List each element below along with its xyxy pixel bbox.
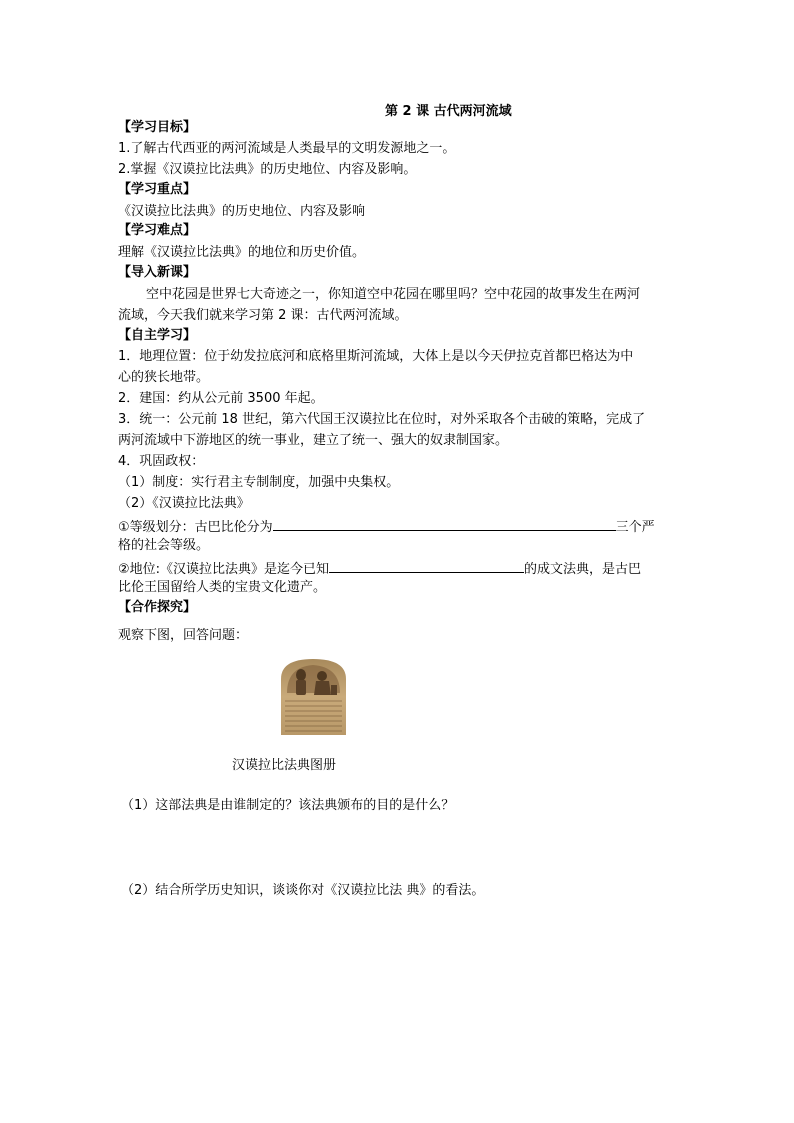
difficulty-text: 理解《汉谟拉比法典》的地位和历史价值。 [118, 245, 366, 260]
self-study-4-1: （1）制度：实行君主专制制度，加强中央集权。 [118, 475, 400, 490]
objective-1: 1.了解古代西亚的两河流域是人类最早的文明发源地之一。 [118, 141, 456, 156]
self-study-1-line-2: 心的狭长地带。 [118, 370, 210, 385]
image-caption: 汉谟拉比法典图册 [232, 758, 337, 773]
cooperation-heading: 【合作探究】 [118, 600, 197, 615]
self-study-2: 2．建国：约从公元前 3500 年起。 [118, 391, 324, 406]
objective-2: 2.掌握《汉谟拉比法典》的历史地位、内容及影响。 [118, 162, 417, 177]
difficulty-heading: 【学习难点】 [118, 223, 197, 238]
blank-2-line-2: 比伦王国留给人类的宝贵文化遗产。 [118, 580, 327, 595]
question-1: （1）这部法典是由谁制定的？该法典颁布的目的是什么？ [121, 798, 455, 813]
objectives-heading: 【学习目标】 [118, 120, 197, 135]
fill-blank-2[interactable] [329, 558, 524, 573]
blank-2-prefix: ②地位:《汉谟拉比法典》是迄今已知 [118, 562, 330, 577]
intro-line-1: 空中花园是世界七大奇迹之一，你知道空中花园在哪里吗？空中花园的故事发生在两河 [146, 287, 641, 302]
blank-1-prefix: ①等级划分：古巴比伦分为 [118, 520, 273, 535]
self-study-3-line-1: 3．统一：公元前 18 世纪，第六代国王汉谟拉比在位时，对外采取各个击破的策略，完成了 [118, 412, 646, 427]
observe-prompt: 观察下图，回答问题： [118, 628, 249, 643]
key-text: 《汉谟拉比法典》的历史地位、内容及影响 [118, 204, 366, 219]
question-2: （2）结合所学历史知识，谈谈你对《汉谟拉比法 典》的看法。 [121, 883, 485, 898]
self-study-3-line-2: 两河流域中下游地区的统一事业，建立了统一、强大的奴隶制国家。 [118, 433, 509, 448]
blank-question-2 [118, 558, 641, 579]
key-heading: 【学习重点】 [118, 182, 197, 197]
intro-line-2: 流域，今天我们就来学习第 2 课：古代两河流域。 [118, 308, 408, 323]
fill-blank-1[interactable] [273, 516, 616, 531]
page-title: 第 2 课 古代两河流域 [385, 104, 512, 119]
intro-heading: 【导入新课】 [118, 265, 197, 280]
self-study-1-line-1: 1．地理位置：位于幼发拉底河和底格里斯河流域，大体上是以今天伊拉克首都巴格达为中 [118, 349, 634, 364]
self-study-4: 4．巩固政权： [118, 454, 205, 469]
self-study-4-2: （2）《汉谟拉比法典》 [118, 496, 250, 511]
blank-question-1 [118, 516, 655, 537]
hammurabi-stele-image [277, 657, 350, 735]
blank-2-suffix: 的成文法典，是古巴 [524, 562, 642, 577]
blank-1-suffix: 三个严 [615, 520, 655, 535]
blank-1-line-2: 格的社会等级。 [118, 538, 210, 553]
self-study-heading: 【自主学习】 [118, 328, 197, 343]
